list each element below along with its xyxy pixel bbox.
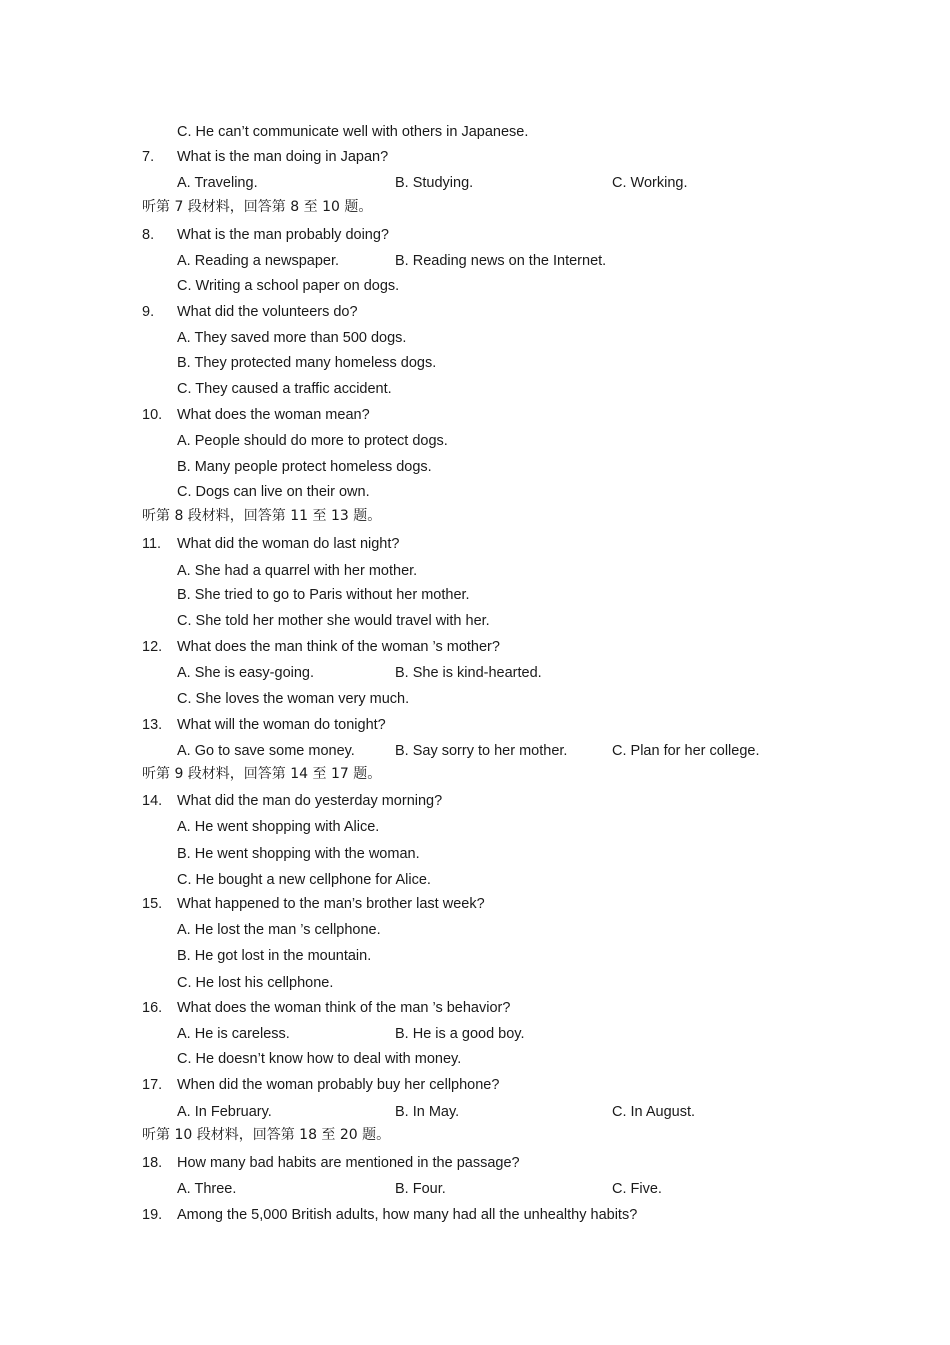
q17-option-a: A. In February. [177, 1104, 272, 1120]
q9-option-a: A. They saved more than 500 dogs. [177, 330, 407, 346]
q7-option-b: B. Studying. [395, 175, 474, 191]
q10-option-c: C. Dogs can live on their own. [177, 484, 370, 500]
q13-number: 13. [142, 717, 163, 733]
q10-question: What does the woman mean? [177, 407, 370, 423]
q18-option-a: A. Three. [177, 1181, 237, 1197]
q9-number: 9. [142, 304, 155, 320]
q7-question: What is the man doing in Japan? [177, 149, 389, 165]
q11-option-b: B. She tried to go to Paris without her mother. [177, 587, 470, 603]
q16-question: What does the woman think of the man ’s behavior? [177, 1000, 511, 1016]
q13-option-a: A. Go to save some money. [177, 743, 355, 759]
q15-number: 15. [142, 896, 163, 912]
q9-question: What did the volunteers do? [177, 304, 358, 320]
q10-option-b: B. Many people protect homeless dogs. [177, 459, 432, 475]
q17-number: 17. [142, 1077, 163, 1093]
q15-option-c: C. He lost his cellphone. [177, 975, 334, 991]
q6-option-c: C. He can’t communicate well with others in Japanese. [177, 124, 529, 140]
q15-option-a: A. He lost the man ’s cellphone. [177, 922, 381, 938]
q18-question: How many bad habits are mentioned in the passage? [177, 1155, 520, 1171]
q12-option-c: C. She loves the woman very much. [177, 691, 410, 707]
q14-number: 14. [142, 793, 163, 809]
q8-option-a: A. Reading a newspaper. [177, 253, 340, 269]
section-9-instruction: 听第 9 段材料，回答第 14 至 17 题。 [142, 766, 382, 782]
q11-option-a: A. She had a quarrel with her mother. [177, 563, 418, 579]
section-10-instruction: 听第 10 段材料，回答第 18 至 20 题。 [142, 1127, 391, 1143]
q19-number: 19. [142, 1207, 163, 1223]
q16-option-a: A. He is careless. [177, 1026, 290, 1042]
q14-question: What did the man do yesterday morning? [177, 793, 443, 809]
q17-option-c: C. In August. [612, 1104, 696, 1120]
q8-number: 8. [142, 227, 155, 243]
q18-option-b: B. Four. [395, 1181, 446, 1197]
q12-question: What does the man think of the woman ’s mother? [177, 639, 500, 655]
q17-question: When did the woman probably buy her cellphone? [177, 1077, 500, 1093]
q13-option-b: B. Say sorry to her mother. [395, 743, 568, 759]
q17-option-b: B. In May. [395, 1104, 460, 1120]
q13-option-c: C. Plan for her college. [612, 743, 760, 759]
q15-option-b: B. He got lost in the mountain. [177, 948, 372, 964]
q14-option-b: B. He went shopping with the woman. [177, 846, 420, 862]
q16-option-b: B. He is a good boy. [395, 1026, 525, 1042]
q8-option-b: B. Reading news on the Internet. [395, 253, 607, 269]
q12-option-b: B. She is kind-hearted. [395, 665, 542, 681]
q8-option-c: C. Writing a school paper on dogs. [177, 278, 400, 294]
q7-number: 7. [142, 149, 155, 165]
q10-option-a: A. People should do more to protect dogs. [177, 433, 448, 449]
q11-number: 11. [142, 536, 162, 552]
q10-number: 10. [142, 407, 163, 423]
section-8-instruction: 听第 8 段材料，回答第 11 至 13 题。 [142, 508, 382, 524]
q7-option-a: A. Traveling. [177, 175, 258, 191]
q16-number: 16. [142, 1000, 163, 1016]
q19-question: Among the 5,000 British adults, how many had all the unhealthy habits? [177, 1207, 638, 1223]
q7-option-c: C. Working. [612, 175, 688, 191]
q18-option-c: C. Five. [612, 1181, 662, 1197]
q8-question: What is the man probably doing? [177, 227, 389, 243]
q9-option-b: B. They protected many homeless dogs. [177, 355, 437, 371]
q18-number: 18. [142, 1155, 163, 1171]
q13-question: What will the woman do tonight? [177, 717, 386, 733]
q15-question: What happened to the man’s brother last week? [177, 896, 485, 912]
section-7-instruction: 听第 7 段材料，回答第 8 至 10 题。 [142, 199, 373, 215]
q12-number: 12. [142, 639, 163, 655]
q14-option-c: C. He bought a new cellphone for Alice. [177, 872, 431, 888]
q9-option-c: C. They caused a traffic accident. [177, 381, 392, 397]
q11-question: What did the woman do last night? [177, 536, 400, 552]
q11-option-c: C. She told her mother she would travel with her. [177, 613, 490, 629]
q12-option-a: A. She is easy-going. [177, 665, 315, 681]
q16-option-c: C. He doesn’t know how to deal with money. [177, 1051, 462, 1067]
q14-option-a: A. He went shopping with Alice. [177, 819, 380, 835]
